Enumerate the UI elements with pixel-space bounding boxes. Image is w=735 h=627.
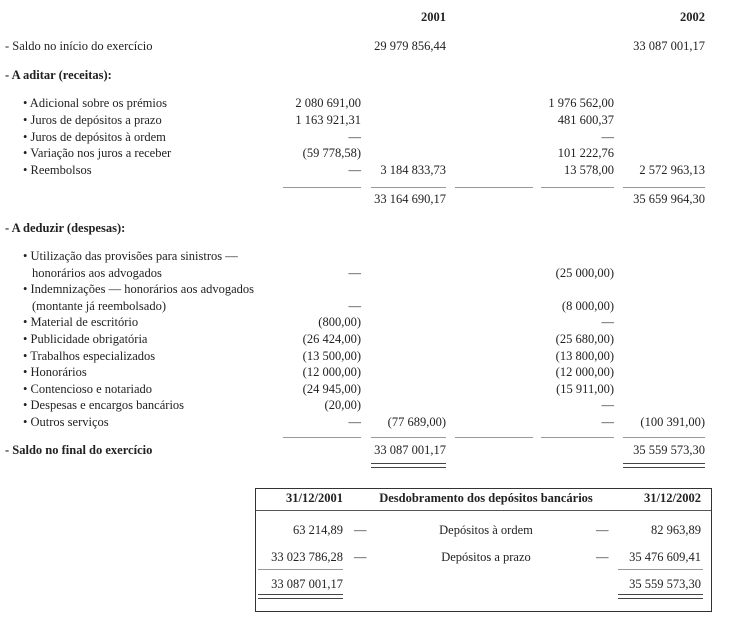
detail-2002: (8 000,00): [561, 298, 614, 313]
detail-2002: 1 976 562,00: [548, 96, 614, 110]
row-label: • Honorários: [23, 365, 87, 380]
deposits-title: Desdobramento dos depósitos bancários: [379, 491, 593, 505]
detail-2002: 13 578,00: [564, 163, 614, 178]
detail-2001: (20,00): [324, 398, 361, 413]
deposits-total-2001: 33 087 001,17: [271, 577, 343, 591]
dash: —: [596, 550, 609, 564]
row-label: • Trabalhos especializados: [23, 348, 156, 363]
closing-balance-label: - Saldo no final do exercício: [5, 443, 153, 457]
row-label: • Utilização das provisões para sinistros —: [23, 249, 238, 263]
detail-2001: (59 778,58): [302, 146, 361, 161]
detail-2002: —: [601, 415, 614, 429]
double-underline: [623, 467, 705, 468]
sum-rule: [623, 187, 705, 188]
total-2002: (100 391,00): [640, 415, 705, 429]
detail-2001: 1 163 921,31: [295, 112, 361, 127]
row-label: honorários aos advogados: [32, 265, 162, 280]
deposits-ordem-2002: 82 963,89: [651, 523, 701, 537]
detail-2001: (12 000,00): [302, 365, 361, 380]
deposits-prazo-2001: 33 023 786,28: [271, 550, 343, 564]
detail-2001: (24 945,00): [302, 381, 361, 396]
detail-2002: (25 000,00): [555, 265, 614, 280]
deposits-header-2002: 31/12/2002: [644, 491, 701, 505]
deposits-prazo-2002: 35 476 609,41: [629, 550, 701, 564]
double-underline: [623, 463, 705, 464]
income-subtotal-2001: 33 164 690,17: [374, 192, 446, 206]
detail-2001: —: [348, 265, 361, 280]
detail-2002: (15 911,00): [556, 381, 614, 396]
detail-2002: (25 680,00): [555, 332, 614, 346]
total-2002: 2 572 963,13: [639, 163, 705, 178]
detail-2001: —: [348, 298, 361, 313]
detail-2002: (12 000,00): [555, 365, 614, 380]
detail-2002: (13 800,00): [555, 348, 614, 363]
row-label: • Publicidade obrigatória: [23, 332, 148, 346]
deposits-ordem-2001: 63 214,89: [293, 523, 343, 537]
row-label: • Adicional sobre os prémios: [23, 96, 167, 110]
row-label: • Variação nos juros a receber: [23, 146, 172, 161]
sum-rule: [258, 569, 343, 570]
double-underline: [371, 467, 446, 468]
deposits-header-2001: 31/12/2001: [286, 491, 343, 505]
sum-rule: [541, 187, 614, 188]
closing-balance-2001: 33 087 001,17: [374, 443, 446, 457]
row-label: • Material de escritório: [23, 315, 139, 330]
opening-balance-label: - Saldo no início do exercício: [5, 39, 153, 53]
sum-rule: [283, 187, 361, 188]
detail-2002: —: [601, 398, 614, 413]
sum-rule: [623, 437, 705, 438]
double-underline: [258, 598, 343, 599]
income-heading: - A aditar (receitas):: [5, 68, 112, 82]
total-2001: 3 184 833,73: [380, 163, 446, 178]
row-label: • Juros de depósitos à ordem: [23, 129, 166, 144]
detail-2002: —: [601, 315, 614, 330]
deposits-prazo-label: Depósitos a prazo: [441, 550, 531, 564]
sum-rule: [283, 437, 361, 438]
row-label: • Despesas e encargos bancários: [23, 398, 185, 413]
detail-2002: 481 600,37: [557, 112, 614, 127]
deposits-breakdown-table: [255, 488, 712, 612]
dash: —: [596, 523, 609, 537]
dash: —: [354, 550, 367, 564]
detail-2001: (800,00): [318, 315, 361, 330]
detail-2002: 101 222,76: [557, 146, 614, 161]
year-2002-header: 2002: [680, 10, 705, 24]
detail-2002: —: [601, 129, 614, 144]
double-underline: [618, 594, 703, 595]
detail-2001: —: [348, 129, 361, 144]
income-subtotal-2002: 35 659 964,30: [633, 192, 705, 206]
sum-rule: [455, 187, 533, 188]
row-label: • Indemnizações — honorários aos advogados: [23, 282, 255, 297]
opening-balance-2001: 29 979 856,44: [374, 39, 446, 53]
deposits-ordem-label: Depósitos à ordem: [439, 523, 533, 537]
opening-balance-2002: 33 087 001,17: [633, 39, 705, 53]
expenses-heading: - A deduzir (despesas):: [5, 221, 126, 235]
detail-2001: —: [348, 163, 361, 178]
sum-rule: [455, 437, 533, 438]
double-underline: [258, 594, 343, 595]
detail-2001: (13 500,00): [302, 348, 361, 363]
row-label: • Juros de depósitos a prazo: [23, 112, 162, 127]
detail-2001: (26 424,00): [302, 332, 361, 346]
year-2001-header: 2001: [421, 10, 446, 24]
row-label: (montante já reembolsado): [32, 298, 166, 313]
sum-rule: [618, 569, 703, 570]
detail-2001: —: [348, 415, 361, 429]
dash: —: [354, 523, 367, 537]
double-underline: [371, 463, 446, 464]
deposits-total-2002: 35 559 573,30: [629, 577, 701, 591]
row-label: • Contencioso e notariado: [23, 381, 152, 396]
total-2001: (77 689,00): [387, 415, 446, 429]
row-label: • Outros serviços: [23, 415, 109, 429]
row-label: • Reembolsos: [23, 163, 92, 178]
sum-rule: [371, 437, 446, 438]
sum-rule: [371, 187, 446, 188]
double-underline: [618, 598, 703, 599]
closing-balance-2002: 35 559 573,30: [633, 443, 705, 457]
detail-2001: 2 080 691,00: [295, 96, 361, 110]
sum-rule: [541, 437, 614, 438]
header-divider: [256, 510, 711, 511]
